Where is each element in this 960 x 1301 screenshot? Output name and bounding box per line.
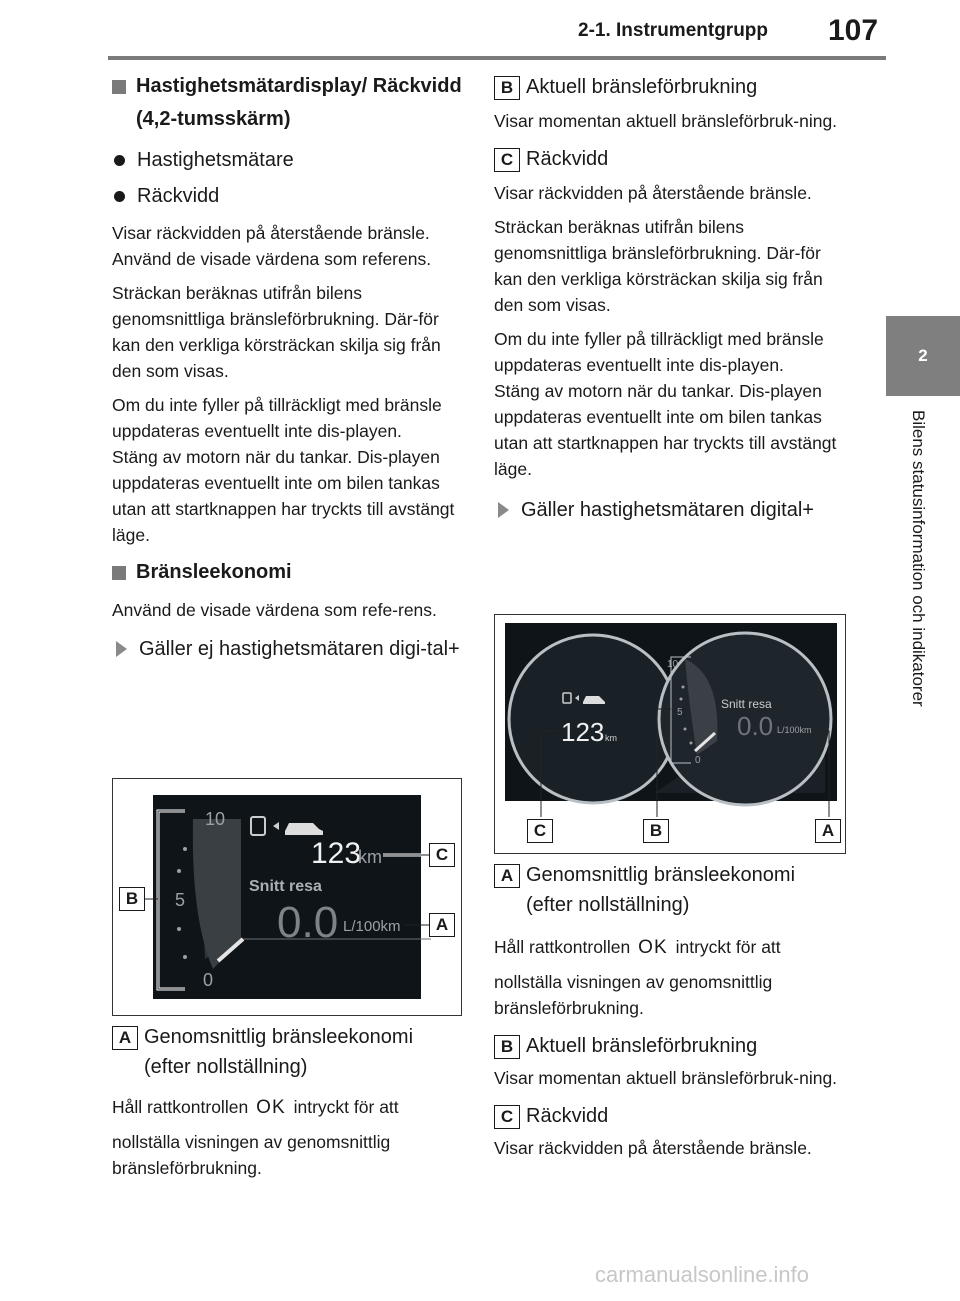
label-a-item [494, 860, 844, 920]
callout-label-c: C [527, 819, 553, 843]
economy-unit: L/100km [343, 918, 401, 935]
range-value: 123 [311, 837, 362, 870]
heading-fuel-economy [112, 556, 462, 589]
paragraph: Om du inte fyller på tillräckligt med bränsle uppdateras eventuellt inte dis-playen. [112, 395, 442, 441]
label-c-item [494, 1101, 844, 1131]
paragraph: Sträckan beräknas utifrån bilens genomsnittliga bränsleförbrukning. Där-för kan den verkliga körsträckan skilja sig från den som visas. [112, 283, 441, 381]
label-box-a: A [112, 1026, 138, 1050]
callout-label-a: A [429, 913, 455, 937]
applies-text: Gäller hastighetsmätaren digital+ [521, 499, 814, 521]
applies-not-digital [112, 633, 462, 665]
paragraph: Visar räckvidden på återstående bränsle. Använd de visade värdena som referens. [112, 223, 432, 269]
bullet-text: Räckvidd [137, 185, 220, 207]
bullet-icon [114, 155, 125, 166]
applies-text: Gäller ej hastighetsmätaren digi-tal+ [139, 638, 460, 660]
watermark: carmanualsonline.info [595, 1262, 810, 1287]
snitt-resa-label: Snitt resa [249, 878, 322, 895]
scale-dot [680, 698, 683, 701]
paragraph-ok [494, 934, 844, 961]
range-unit: km [605, 733, 617, 743]
range-value: 123 [561, 717, 605, 747]
callout-label-c: C [429, 843, 455, 867]
heading-text: Bränsleekonomi [136, 561, 292, 583]
scale-dot [682, 686, 685, 689]
scale-label-bottom: 0 [203, 970, 214, 990]
scale-dot [183, 955, 187, 959]
paragraph: Visar räckvidden på återstående bränsle. [494, 183, 812, 203]
paragraph: Sträckan beräknas utifrån bilens genomsnittliga bränsleförbrukning. Där-för kan den verkliga körsträckan skilja sig från den som visas. [494, 217, 823, 315]
scale-dot [684, 728, 687, 731]
label-c-item [494, 144, 844, 174]
paragraph: Stäng av motorn när du tankar. Dis-playen uppdateras eventuellt inte om bilen tankas utan att startknappen har tryckts till avstängt läge. [494, 381, 837, 479]
paragraph: nollställa visningen av genomsnittlig bränsleförbrukning. [112, 1132, 391, 1178]
text-pre: Håll rattkontrollen [112, 1097, 249, 1117]
heading-text: Hastighetsmätardisplay/ Räckvidd (4,2-tumsskärm) [136, 75, 462, 130]
paragraph: Visar räckvidden på återstående bränsle. [494, 1138, 812, 1158]
square-bullet-icon [112, 566, 126, 580]
right-column [494, 72, 844, 526]
heading-speed-display [112, 70, 462, 136]
label-b-title: Aktuell bränsleförbrukning [526, 1035, 758, 1057]
digital-display-illustration [495, 615, 845, 853]
callout-label-a: A [815, 819, 841, 843]
label-c-title: Räckvidd [526, 1105, 609, 1127]
label-a-item [112, 1022, 462, 1082]
snitt-resa-label: Snitt resa [721, 697, 772, 711]
label-c-title: Räckvidd [526, 148, 609, 170]
paragraph: Använd de visade värdena som refe-rens. [112, 600, 437, 620]
paragraph: Stäng av motorn när du tankar. Dis-playen uppdateras eventuellt inte om bilen tankas utan att startknappen har tryckts till avstängt läge. [112, 447, 455, 545]
economy-unit: L/100km [777, 725, 812, 735]
paragraph: Visar momentan aktuell bränsleförbruk-ning. [494, 111, 838, 131]
economy-value: 0.0 [737, 711, 774, 741]
scale-label-top: 10 [667, 659, 679, 670]
figure-fuel-display-digital [494, 614, 846, 854]
label-a-title: Genomsnittlig bränsleekonomi (efter nollställning) [144, 1026, 414, 1078]
paragraph: Om du inte fyller på tillräckligt med bränsle uppdateras eventuellt inte dis-playen. [494, 329, 824, 375]
scale-dot [177, 927, 181, 931]
scale-label-mid: 5 [677, 707, 683, 718]
figure-fuel-display-4in [112, 778, 462, 1016]
triangle-bullet-icon [116, 641, 127, 657]
label-a-title: Genomsnittlig bränsleekonomi (efter nollställning) [526, 864, 796, 916]
text-post: intryckt för att [293, 1097, 399, 1117]
economy-value: 0.0 [277, 898, 339, 947]
header-rule [108, 56, 886, 60]
fuel-display-illustration [113, 779, 461, 1015]
label-b-item [494, 72, 844, 102]
paragraph: nollställa visningen av genomsnittlig bränsleförbrukning. [494, 972, 773, 1018]
left-column-lower [112, 1022, 462, 1181]
section-title: 2-1. Instrumentgrupp [578, 20, 769, 41]
applies-digital [494, 494, 844, 526]
scale-dot [183, 847, 187, 851]
page-number: 107 [828, 14, 879, 47]
square-bullet-icon [112, 80, 126, 94]
chapter-side-title-text: Bilens statusinformation och indikatorer [909, 410, 928, 707]
scale-label-bottom: 0 [695, 755, 701, 766]
bullet-icon [114, 191, 125, 202]
label-box-c: C [494, 1105, 520, 1129]
chapter-side-title [906, 410, 932, 770]
scale-dot [177, 869, 181, 873]
range-unit: km [358, 847, 382, 867]
paragraph: Visar momentan aktuell bränsleförbruk-ning. [494, 1068, 838, 1088]
bullet-range [112, 178, 462, 214]
left-column [112, 70, 462, 665]
label-box-c: C [494, 148, 520, 172]
text-post: intryckt för att [675, 937, 781, 957]
label-b-title: Aktuell bränsleförbrukning [526, 76, 758, 98]
text-pre: Håll rattkontrollen [494, 937, 631, 957]
bullet-speedometer [112, 142, 462, 178]
ok-button-icon: OK [256, 1097, 286, 1118]
callout-label-b: B [643, 819, 669, 843]
label-box-a: A [494, 864, 520, 888]
right-column-lower [494, 860, 844, 1161]
scale-label-mid: 5 [175, 890, 186, 910]
callout-label-b: B [119, 887, 145, 911]
ok-button-icon: OK [638, 937, 668, 958]
scale-dot [690, 742, 693, 745]
chapter-tab: 2 [886, 316, 960, 396]
bullet-text: Hastighetsmätare [137, 149, 294, 171]
label-b-item [494, 1031, 844, 1061]
label-box-b: B [494, 76, 520, 100]
label-box-b: B [494, 1035, 520, 1059]
paragraph-ok [112, 1094, 462, 1121]
scale-label-top: 10 [205, 809, 226, 829]
triangle-bullet-icon [498, 502, 509, 518]
